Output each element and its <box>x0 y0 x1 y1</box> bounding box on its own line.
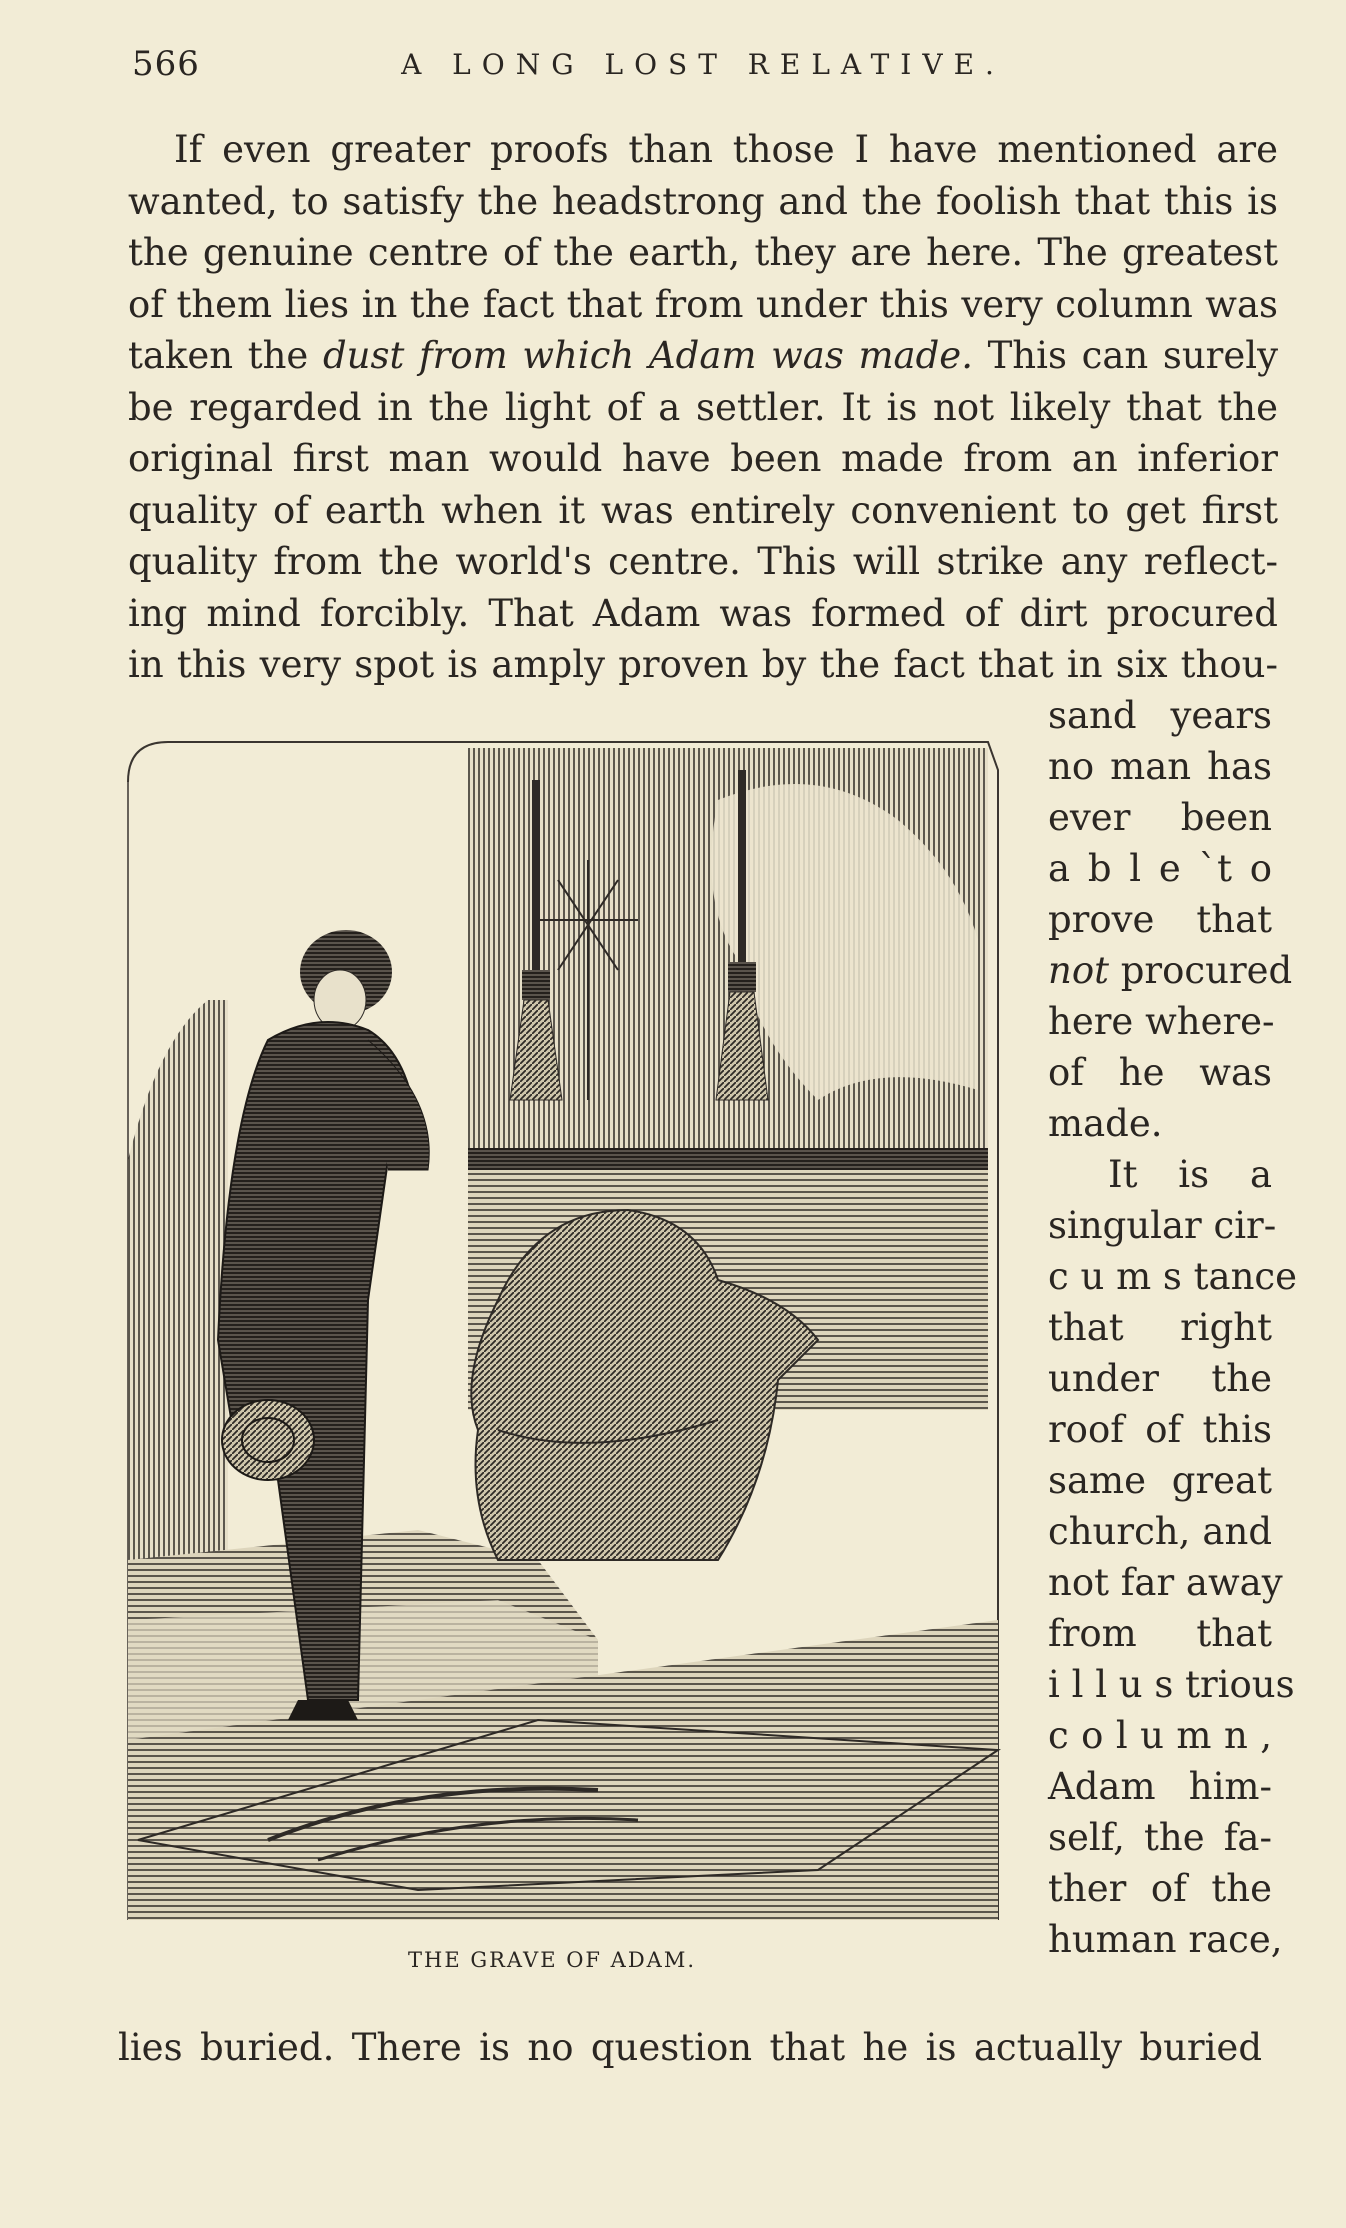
page-number: 566 <box>132 44 200 84</box>
text-line: not far away <box>1048 1561 1283 1604</box>
text-line: If even greater proofs than those I have mentioned are <box>174 128 1278 171</box>
text-line: ing mind forcibly. That Adam was formed of dirt procured <box>128 591 1278 635</box>
text-line-with-italic <box>1048 945 1293 996</box>
text-line: from that <box>1048 1612 1272 1655</box>
text-line: c o l u m n , <box>1048 1714 1272 1757</box>
text-line: the genuine centre of the earth, they are here. The greatest <box>128 231 1278 274</box>
text-line: made. <box>1048 1102 1163 1145</box>
text-line: i l l u s trious <box>1048 1663 1295 1706</box>
side-column-text <box>1048 690 1298 1965</box>
figure-caption: THE GRAVE OF ADAM. <box>408 1948 697 1972</box>
text-line: ever been <box>1048 796 1272 839</box>
text-line: Adam him- <box>1048 1765 1272 1808</box>
text-line: here where- <box>1048 1000 1275 1043</box>
text-segment: This can surely <box>972 334 1278 377</box>
text-line: self, the fa- <box>1048 1816 1272 1859</box>
text-line: original first man would have been made from an inferior <box>128 437 1278 480</box>
illustration-figure <box>118 740 1018 1920</box>
text-line: same great <box>1048 1459 1272 1502</box>
text-line: sand years <box>1048 694 1272 737</box>
running-title: A LONG LOST RELATIVE. <box>401 48 1005 81</box>
text-line: that right <box>1048 1306 1272 1349</box>
text-segment: taken the <box>128 334 323 377</box>
text-line: ther of the <box>1048 1867 1272 1910</box>
text-line: c u m s tance <box>1048 1255 1298 1298</box>
text-line: quality from the world's centre. This will strike any reflect- <box>128 540 1278 583</box>
text-line-with-italic <box>128 330 1278 382</box>
top-paragraph <box>128 124 1278 691</box>
italic-phrase: dust from which Adam was made. <box>322 334 973 377</box>
text-line: prove that <box>1048 898 1272 941</box>
text-line: human race, <box>1048 1918 1283 1961</box>
text-line: be regarded in the light of a settler. It is not likely that the <box>128 385 1278 429</box>
text-line: wanted, to satisfy the headstrong and the foolish that this is <box>128 179 1278 223</box>
text-line: lies buried. There is no question that he is actually buried <box>118 2026 1262 2069</box>
text-line: no man has <box>1048 745 1272 788</box>
text-line: It is a <box>1108 1153 1272 1196</box>
text-line: of he was <box>1048 1051 1272 1094</box>
text-line: quality of earth when it was entirely convenient to get first <box>128 488 1278 532</box>
text-line: roof of this <box>1048 1408 1272 1451</box>
text-line: of them lies in the fact that from under this very column was <box>128 282 1278 326</box>
italic-word: not <box>1048 949 1109 992</box>
engraving-illustration <box>118 740 1018 1920</box>
text-line: church, and <box>1048 1510 1272 1553</box>
text-line: singular cir- <box>1048 1204 1277 1247</box>
text-line: a b l e `t o <box>1048 847 1272 890</box>
text-segment: procured <box>1108 949 1293 992</box>
text-line: in this very spot is amply proven by the fact that in six thou- <box>128 643 1278 686</box>
text-line: under the <box>1048 1357 1272 1400</box>
